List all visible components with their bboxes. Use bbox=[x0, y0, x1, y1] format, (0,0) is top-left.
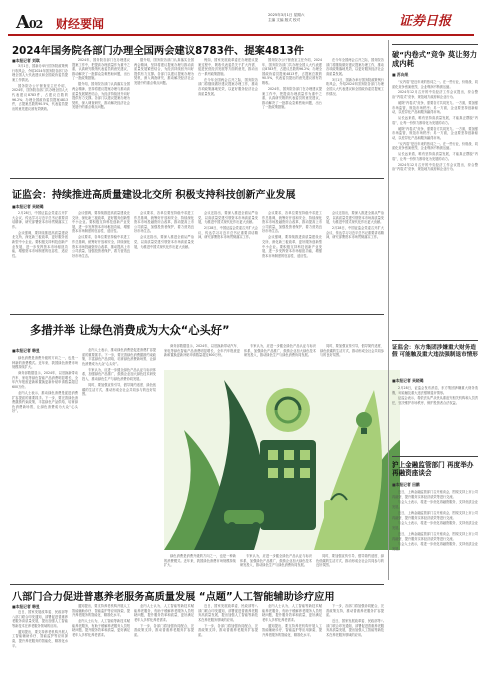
masthead bbox=[6, 4, 480, 36]
divider bbox=[10, 178, 384, 179]
divider bbox=[10, 314, 384, 315]
story2-col6: 会议还指出，要深入推进全面从严治党，以高质量党建引领资本市场高质量发展，为推进中国式现代化作出更大贡献。 2月28日，中国证监会党委召开扩大会议，传达学习习近平总书记重要讲话精神，研究部署资本市场贯彻落实工作。 bbox=[326, 211, 384, 240]
story2-headline: 证监会：持续推进高质量建设北交所 积极支持科技创新产业发展 bbox=[12, 190, 296, 201]
story3-col4-bottom: 专家认为，应进一步健全绿色产品认证与标识体系，加强绿色产品推广，鼓励企业加大绿色技术研发投入，推动绿色生产与绿色消费协同发展。 bbox=[240, 554, 312, 568]
story3-col3-top: 商务部数据显示，2024年，以旧换新带动汽车、家电等绿色智能产品消费明显增长，全年汽车报废更新和置换更新补贴申请数量超过600万份。 bbox=[164, 344, 240, 358]
story2-col5: 会议要求，各单位要坚持稳中求进工作总基调，统筹好开放和安全，持续深化资本市场投融资综合改革，推动提高上市公司质量，加强投资者保护，着力营造良好市场生态。 会议强调，要持续推进高质量建设北交所，深化新三板改革，更好服务创新型中小企业。要积极支持科技创新产业发展，进一步发挥资本市场枢纽功能，增强资本市场制度的包容性、适应性。 bbox=[262, 211, 322, 258]
lightbulb-icon bbox=[356, 412, 372, 428]
sidebar-byline1: ■ 苏向杲 bbox=[392, 72, 409, 77]
masthead-meta: 2025年3月1日 星期六 主编 文编 版式 校对 bbox=[268, 13, 305, 22]
sidebar-title1: 破“内卷式”竞争 莫让努力成内耗 bbox=[392, 50, 478, 68]
sidebar-byline3: ■本报记者 田鹏 bbox=[392, 482, 420, 487]
story3-col5-top: 同时，要加强宣传引导，倡导简约适度、绿色低碳的生活方式，推动形成全社会共同参与的良好氛围。 bbox=[320, 344, 384, 358]
section-name: 财经要闻 bbox=[56, 17, 105, 31]
story3-col4-top: 专家认为，应进一步健全绿色产品认证与标识体系，加强绿色产品推广，鼓励企业加大绿色技术研发投入，推动绿色生产与绿色消费协同发展。 bbox=[244, 344, 316, 358]
story1-col4: 例如，国家发展改革委在办理建议提案过程中，吸收代表委员关于扩大内需、促进民营经济发展等方面的意见，推动出台一系列政策措施。 在今年全国两会召开之际，国务院各部门将继续做好建议提案办理工作，推动各项政策落地见效，以更好服务经济社会高质量发展。 bbox=[198, 58, 258, 96]
story2-col1: 2月28日，中国证监会党委召开扩大会议，传达学习习近平总书记重要讲话精神，研究部署资本市场贯彻落实工作。 会议强调，要持续推进高质量建设北交所，深化新三板改革，更好服务创新型中小企业。要积极支持科技创新产业发展，进一步发挥资本市场枢纽功能，增强资本市场制度的包容性、适应性。 bbox=[12, 211, 68, 258]
electric-car-icon bbox=[224, 510, 264, 524]
story4-col2: 通知提出，要支持养老机构开展人工智能辅助诊疗、智能监护等应用探索，提升养老服务的智能化、精准化水平。 业内人士认为，人工智能等新技术赋能养老服务，有助于缓解养老服务人员短缺问题，提升服务效率和质量，更好满足老年人多样化养老需求。 bbox=[72, 604, 130, 637]
sidebar-body1: “反内卷”是近年来的热词之一。在一些行业，价格战、同质化竞争愈演愈烈，企业利润不断被压缩。 2024年12月召开的中央经济工作会议提出，综合整治“内卷式”竞争，规范地方政府和企业行为。 破除“内卷式”竞争，需要各方共同发力。一方面，要加强市场监管，规范市场秩序；另一方面，企业要坚持创新驱动，以差异化产品和服务赢得市场。 从长远来看，唯有坚持高质量发展，才能真正摆脱“内卷”，让每一份努力都转化为发展的动力。 破除“内卷式”竞争，需要各方共同发力。一方面，要加强市场监管，规范市场秩序；另一方面，企业要坚持创新驱动，以差异化产品和服务赢得市场。 “反内卷”是近年来的热词之一。在一些行业，价格战、同质化竞争愈演愈烈，企业利润不断被压缩。 从长远来看，唯有坚持高质量发展，才能真正摆脱“内卷”，让每一份努力都转化为发展的动力。 2024年12月召开的中央经济工作会议提出，综合整治“内卷式”竞争，规范地方政府和企业行为。 bbox=[392, 80, 478, 172]
divider bbox=[392, 456, 478, 457]
story1-col5: 国务院办公厅督查室主任介绍，2024年，国务院各部门共办理全国人大代表建议8783件，占建议总数的96.2%；办理全国政协委员提案4813件，占提案总数的90.5%，代表委员提出的意见建议被有效吸收。 2024年，国务院各部门在办理建议提案工作中，把提高办理质量作为重中之重，认真研究吸纳代表委员的意见建议，推动解决了一批群众急难愁盼问题，出台了一批政策措施。 bbox=[262, 58, 322, 110]
page-number: A02 bbox=[16, 12, 43, 33]
newspaper-logo: 证券日报 bbox=[399, 14, 452, 29]
divider bbox=[392, 44, 478, 45]
story4-col6: 下一步，各部门将加强协同配合，完善政策支持，推动普惠养老服务扩容提质。 近日，国家发展改革委、民政部等八部门联合印发通知，部署促进普惠养老服务高质量发展，提出加强人工智能等新技术在养老服务领域的应用。 bbox=[326, 604, 384, 637]
shopping-bag-icon bbox=[324, 500, 354, 524]
sidebar-divider bbox=[388, 40, 389, 580]
story1-col1: 3月1日，国新办举行国务院政策例行吹风会，介绍2024年国务院各部门办理全国人大代表建议和全国政协委员提案工作情况。 国务院办公厅督查室主任介绍，2024年，国务院各部门共办理全国人大代表建议8783件，占建议总数的96.2%；办理全国政协委员提案4813件，占提案总数的90.5%，代表委员提出的意见建议被有效吸收。 bbox=[12, 64, 68, 111]
story2-byline: ■本报记者 吴晓璐 bbox=[12, 204, 44, 209]
story2-col4: 会议还指出，要深入推进全面从严治党，以高质量党建引领资本市场高质量发展，为推进中国式现代化作出更大贡献。 2月28日，中国证监会党委召开扩大会议，传达学习习近平总书记重要讲话精神，研究部署资本市场贯彻落实工作。 bbox=[198, 211, 258, 240]
sidebar-title2: 证监会：东方集团涉嫌重大财务造假 可能触及重大违法强制退市情形 bbox=[392, 345, 478, 359]
story2-col3: 会议要求，各单位要坚持稳中求进工作总基调，统筹好开放和安全，持续深化资本市场投融资综合改革，推动提高上市公司质量，加强投资者保护，着力营造良好市场生态。 会议还指出，要深入推进全面从严治党，以高质量党建引领资本市场高质量发展，为推进中国式现代化作出更大贡献。 bbox=[134, 211, 194, 249]
story3-col2: 业内人士表示，推动绿色消费是促进消费扩容提质的重要抓手。下一步，要完善绿色消费激励约束政策，丰富绿色产品供给，培育绿色消费新场景，让绿色消费成为大众“心头好”。 专家认为，应进一步健全绿色产品认证与标识体系，加强绿色产品推广，鼓励企业加大绿色技术研发投入，推动绿色生产与绿色消费协同发展。 同时，要加强宣传引导，倡导简约适度、绿色低碳的生活方式，推动形成全社会共同参与的良好氛围。 bbox=[82, 348, 156, 397]
story1-byline: ■本报记者 刘琪 bbox=[12, 58, 40, 63]
recycle-icon bbox=[266, 388, 310, 432]
story1-col6: 在今年全国两会召开之际，国务院各部门将继续做好建议提案办理工作，推动各项政策落地见效，以更好服务经济社会高质量发展。 3月1日，国新办举行国务院政策例行吹风会，介绍2024年国务院各部门办理全国人大代表建议和全国政协委员提案工作情况。 bbox=[326, 58, 384, 96]
story3-byline: ■本报记者 韩昱 bbox=[12, 348, 40, 353]
story4-col3: 业内人士认为，人工智能等新技术赋能养老服务，有助于缓解养老服务人员短缺问题，提升服务效率和质量，更好满足老年人多样化养老需求。 下一步，各部门将加强协同配合，完善政策支持，推动普惠养老服务扩容提质。 bbox=[134, 604, 194, 637]
sidebar-body3: 近日，上海金融监管部门召开座谈会，围绕支持上市公司再融资、提升服务实体经济质效等进行交流。 与会人士表示，将进一步优化再融资服务，支持优质企业发展。 近日，上海金融监管部门召开座谈会，围绕支持上市公司再融资、提升服务实体经济质效等进行交流。 与会人士表示，将进一步优化再融资服务，支持优质企业发展。 近日，上海金融监管部门召开座谈会，围绕支持上市公司再融资、提升服务实体经济质效等进行交流。 与会人士表示，将进一步优化再融资服务，支持优质企业发展。 bbox=[392, 490, 478, 552]
green-consumption-illustration bbox=[164, 370, 400, 550]
sidebar-title3: 沪上金融监管部门 再度举办再融资座谈会 bbox=[392, 461, 474, 478]
story4-col1: 近日，国家发展改革委、民政部等八部门联合印发通知，部署促进普惠养老服务高质量发展，提出加强人工智能等新技术在养老服务领域的应用。 通知提出，要支持养老机构开展人工智能辅助诊疗、智能监护等应用探索，提升养老服务的智能化、精准化水平。 bbox=[12, 610, 68, 648]
sidebar-byline2: ■本报记者 吴晓璐 bbox=[392, 378, 424, 383]
story3-col3-bottom: 绿色消费是消费升级的方向之一，也是一种新的消费模式。近年来，我国绿色消费市场规模持续扩大。 bbox=[164, 554, 236, 568]
story3-col5-bottom: 同时，要加强宣传引导，倡导简约适度、绿色低碳的生活方式，推动形成全社会共同参与的良好氛围。 bbox=[316, 554, 384, 568]
story1-headline: 2024年国务院各部门办理全国两会建议8783件、提案4813件 bbox=[12, 45, 304, 57]
story4-col5: 业内人士认为，人工智能等新技术赋能养老服务，有助于缓解养老服务人员短缺问题，提升服务效率和质量，更好满足老年人多样化养老需求。 通知提出，要支持养老机构开展人工智能辅助诊疗、智能监护等应用探索，提升养老服务的智能化、精准化水平。 bbox=[262, 604, 322, 637]
story2-col2: 会议强调，要持续推进高质量建设北交所，深化新三板改革，更好服务创新型中小企业。要积极支持科技创新产业发展，进一步发挥资本市场枢纽功能，增强资本市场制度的包容性、适应性。 会议要求，各单位要坚持稳中求进工作总基调，统筹好开放和安全，持续深化资本市场投融资综合改革，推动提高上市公司质量，加强投资者保护，着力营造良好市场生态。 bbox=[72, 211, 130, 258]
masthead-rule bbox=[8, 34, 474, 36]
story1-col2: 2024年，国务院各部门在办理建议提案工作中，把提高办理质量作为重中之重，认真研究吸纳代表委员的意见建议，推动解决了一批群众急难愁盼问题，出台了一批政策措施。 据介绍，国务院各部门认真落实全国两会精神，坚持将建议提案办理与推动高质量发展紧密结合，为经济持续回升向好提供有力支撑。各部门以建议提案办理为契机，深入调查研究，推动解决经济社会发展中的重点难点问题。 bbox=[72, 58, 130, 110]
story4-col4: 近日，国家发展改革委、民政部等八部门联合印发通知，部署促进普惠养老服务高质量发展，提出加强人工智能等新技术在养老服务领域的应用。 下一步，各部门将加强协同配合，完善政策支持，推动普惠养老服务扩容提质。 bbox=[198, 604, 258, 637]
story3-headline: 多措并举 让绿色消费成为大众“心头好” bbox=[30, 324, 230, 337]
story3-col1: 绿色消费是消费升级的方向之一，也是一种新的消费模式。近年来，我国绿色消费市场规模持续扩大。 商务部数据显示，2024年，以旧换新带动汽车、家电等绿色智能产品消费明显增长，全年汽车报废更新和置换更新补贴申请数量超过600万份。 业内人士表示，推动绿色消费是促进消费扩容提质的重要抓手。下一步，要完善绿色消费激励约束政策，丰富绿色产品供给，培育绿色消费新场景，让绿色消费成为大众“心头好”。 bbox=[12, 356, 78, 414]
story1-col3: 据介绍，国务院各部门认真落实全国两会精神，坚持将建议提案办理与推动高质量发展紧密结合，为经济持续回升向好提供有力支撑。各部门以建议提案办理为契机，深入调查研究，推动解决经济社会发展中的重点难点问题。 bbox=[134, 58, 194, 85]
divider bbox=[392, 340, 478, 341]
story4-byline: ■本报记者 韩昱 bbox=[12, 604, 40, 609]
divider bbox=[10, 584, 384, 585]
sidebar-body2: 2月28日，证监会发布消息，东方集团涉嫌重大财务造假，可能触及重大违法强制退市情形。 证监会表示，将依法从严从快从重追究相关机构和人员责任，坚决维护市场秩序，保护投资者合法权益。 bbox=[392, 386, 478, 406]
story4-headline: 八部门合力促进普惠养老服务高质量发展 “点题”人工智能辅助诊疗应用 bbox=[12, 592, 335, 603]
